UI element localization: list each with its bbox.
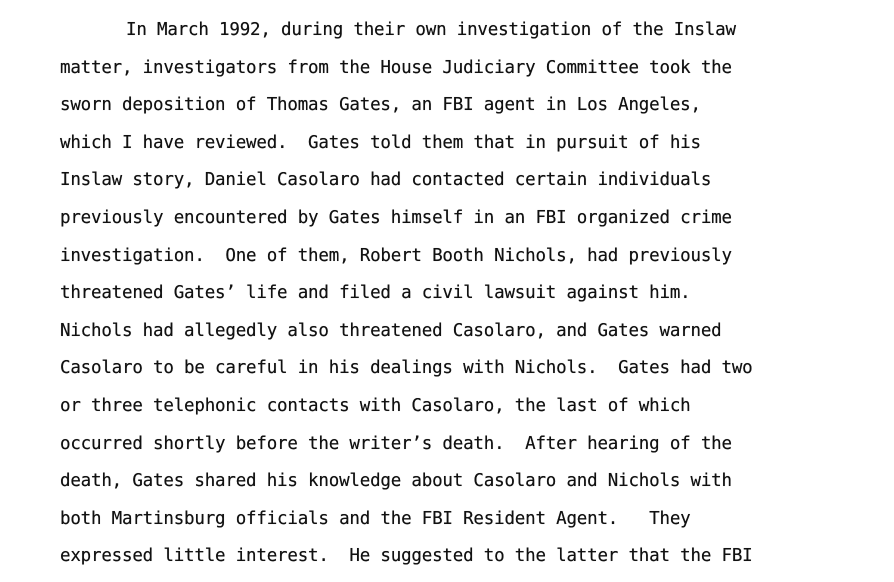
text-line: In March 1992, during their own investigation of the Inslaw bbox=[126, 20, 736, 40]
text-line: expressed little interest. He suggested to the latter that the FBI bbox=[60, 546, 753, 567]
text-line: which I have reviewed. Gates told them that in pursuit of his bbox=[60, 132, 701, 153]
text-line: previously encountered by Gates himself in an FBI organized crime bbox=[60, 207, 732, 228]
text-line: Nichols had allegedly also threatened Casolaro, and Gates warned bbox=[60, 320, 722, 341]
body-paragraph bbox=[60, 12, 820, 576]
text-line: death, Gates shared his knowledge about Casolaro and Nichols with bbox=[60, 471, 732, 492]
text-line: occurred shortly before the writer’s death. After hearing of the bbox=[60, 433, 732, 454]
text-line: threatened Gates’ life and filed a civil lawsuit against him. bbox=[60, 283, 691, 304]
text-line: Casolaro to be careful in his dealings with Nichols. Gates had two bbox=[60, 358, 753, 379]
text-line: investigation. One of them, Robert Booth Nichols, had previously bbox=[60, 245, 732, 266]
text-line: Inslaw story, Daniel Casolaro had contacted certain individuals bbox=[60, 170, 712, 191]
text-line: sworn deposition of Thomas Gates, an FBI agent in Los Angeles, bbox=[60, 95, 701, 116]
text-line: matter, investigators from the House Judiciary Committee took the bbox=[60, 57, 732, 78]
text-line: both Martinsburg officials and the FBI Resident Agent. They bbox=[60, 508, 691, 529]
text-line: or three telephonic contacts with Casolaro, the last of which bbox=[60, 395, 691, 416]
